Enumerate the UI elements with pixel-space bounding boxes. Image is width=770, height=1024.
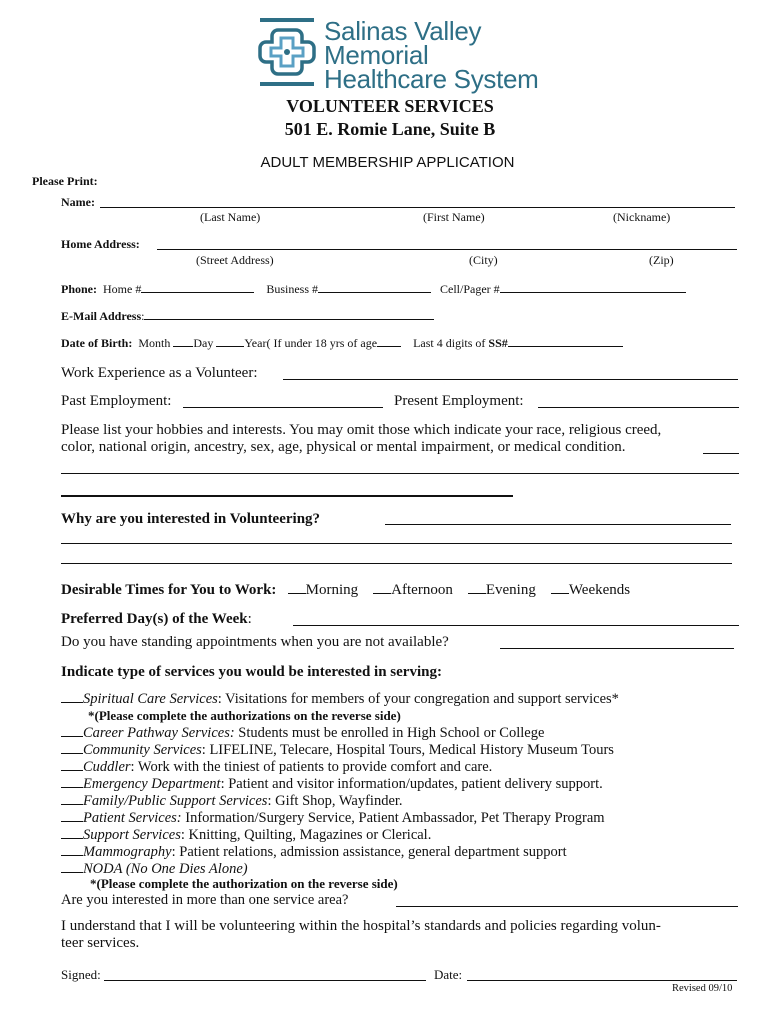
evening-label: Evening [485, 582, 536, 598]
page-title: VOLUNTEER SERVICES [286, 96, 494, 116]
email-field[interactable] [144, 307, 434, 320]
phone-row [61, 280, 686, 297]
desirable-times-label: Desirable Times for You to Work: [61, 582, 277, 598]
month-label: Month [138, 336, 171, 350]
logo-mark-icon [256, 16, 318, 88]
morning-checkbox[interactable] [288, 581, 306, 594]
service-name: Emergency Department [83, 776, 221, 792]
ss-last4-label: Last 4 digits of [413, 336, 486, 350]
home-address-field[interactable] [157, 249, 737, 250]
service-checkbox[interactable] [61, 860, 83, 873]
home-phone-field[interactable] [141, 280, 254, 293]
business-phone-field[interactable] [318, 280, 431, 293]
cell-phone-field[interactable] [500, 280, 686, 293]
standing-appointments-field[interactable] [500, 648, 734, 649]
preferred-days-row [61, 611, 252, 628]
preferred-days-field[interactable] [293, 625, 739, 626]
ss-field[interactable] [508, 334, 623, 347]
email-colon: : [141, 309, 145, 323]
past-employment-field[interactable] [183, 407, 383, 408]
service-checkbox[interactable] [61, 809, 83, 822]
service-checkbox[interactable] [61, 741, 83, 754]
year-field[interactable] [377, 334, 401, 347]
home-address-label: Home Address: [61, 237, 140, 251]
street-address-caption: (Street Address) [196, 253, 274, 267]
cell-phone-label: Cell/Pager # [440, 282, 500, 296]
service-option-support[interactable] [61, 826, 431, 844]
service-description: Information/Surgery Service, Patient Ambassador, Pet Therapy Program [181, 810, 605, 826]
morning-label: Morning [305, 582, 359, 598]
business-phone-label: Business # [266, 282, 319, 296]
form-title: ADULT MEMBERSHIP APPLICATION [260, 154, 515, 171]
work-experience-field[interactable] [283, 379, 738, 380]
service-name: Career Pathway Services: [83, 725, 235, 741]
hobbies-instructions-line2: color, national origin, ancestry, sex, age, physical or mental impairment, or medical condition. [61, 439, 626, 455]
present-employment-label: Present Employment: [394, 393, 524, 409]
org-name-line3: Healthcare System [324, 64, 539, 94]
service-description: : Knitting, Quilting, Magazines or Clerical. [180, 827, 432, 843]
service-option-patient[interactable] [61, 809, 605, 827]
weekends-checkbox[interactable] [551, 581, 569, 594]
hobbies-field-3[interactable] [61, 495, 513, 497]
service-name: Patient Services: [83, 810, 182, 826]
service-option-spiritual-care[interactable] [61, 690, 619, 708]
understand-statement-line1: I understand that I will be volunteering within the hospital’s standards and policies regarding volun- [61, 918, 661, 934]
service-option-mammography[interactable] [61, 843, 567, 861]
why-interested-field-1[interactable] [385, 524, 731, 525]
why-interested-label: Why are you interested in Volunteering? [61, 511, 321, 527]
evening-checkbox[interactable] [468, 581, 486, 594]
hobbies-field-2[interactable] [61, 473, 739, 474]
work-experience-label: Work Experience as a Volunteer: [61, 365, 258, 381]
phone-label: Phone: [61, 282, 97, 296]
understand-statement-line2: teer services. [61, 935, 140, 951]
service-checkbox[interactable] [61, 792, 83, 805]
service-checkbox[interactable] [61, 843, 83, 856]
service-name: Community Services [83, 742, 202, 758]
date-field[interactable] [467, 980, 737, 981]
service-description: : Work with the tiniest of patients to provide comfort and care. [130, 759, 493, 775]
year-label: Year( If under 18 yrs of age [244, 336, 378, 350]
name-field[interactable] [100, 207, 735, 208]
hobbies-field-1[interactable] [703, 453, 739, 454]
ss-label: SS# [488, 336, 508, 350]
desirable-times-row [61, 581, 630, 599]
indicate-services-heading: Indicate type of services you would be interested in serving: [61, 664, 442, 680]
service-checkbox[interactable] [61, 724, 83, 737]
date-label: Date: [434, 967, 463, 982]
authorization-note-1: *(Please complete the authorizations on the reverse side) [88, 708, 401, 723]
preferred-days-colon: : [247, 611, 252, 627]
service-option-emergency[interactable] [61, 775, 603, 793]
afternoon-checkbox[interactable] [373, 581, 391, 594]
signed-label: Signed: [61, 967, 101, 982]
why-interested-field-2[interactable] [61, 543, 732, 544]
service-description: Students must be enrolled in High School or College [234, 725, 545, 741]
afternoon-label: Afternoon [391, 582, 453, 598]
logo [256, 16, 546, 92]
authorization-note-2: *(Please complete the authorization on the reverse side) [90, 876, 398, 891]
email-row [61, 307, 434, 324]
home-phone-label: Home # [103, 282, 142, 296]
email-label: E-Mail Address [61, 309, 142, 323]
nickname-caption: (Nickname) [613, 210, 671, 224]
zip-caption: (Zip) [649, 253, 674, 267]
present-employment-field[interactable] [538, 407, 739, 408]
service-option-career-pathway[interactable] [61, 724, 544, 742]
service-name: Spiritual Care Services [83, 691, 218, 707]
preferred-days-label: Preferred Day(s) of the Week [61, 611, 248, 627]
service-description: : Gift Shop, Wayfinder. [267, 793, 403, 809]
more-than-one-field[interactable] [396, 906, 738, 907]
service-checkbox[interactable] [61, 826, 83, 839]
day-label: Day [193, 336, 214, 350]
service-checkbox[interactable] [61, 690, 83, 703]
signature-field[interactable] [104, 980, 426, 981]
hobbies-instructions-line1: Please list your hobbies and interests. You may omit those which indicate your race, religious creed, [61, 422, 662, 438]
service-description: : Patient and visitor information/updates, patient delivery support. [220, 776, 603, 792]
past-employment-label: Past Employment: [61, 393, 172, 409]
service-checkbox[interactable] [61, 758, 83, 771]
service-name: Family/Public Support Services [83, 793, 268, 809]
name-label: Name: [61, 195, 95, 209]
service-option-community[interactable] [61, 741, 614, 759]
revision-note: Revised 09/10 [672, 983, 733, 994]
service-description: : Visitations for members of your congregation and support services* [217, 691, 619, 707]
first-name-caption: (First Name) [423, 210, 485, 224]
standing-appointments-label: Do you have standing appointments when you are not available? [61, 634, 449, 650]
page-address: 501 E. Romie Lane, Suite B [284, 119, 496, 139]
service-name: Mammography [83, 844, 172, 860]
city-caption: (City) [469, 253, 498, 267]
service-checkbox[interactable] [61, 775, 83, 788]
dob-row [61, 334, 623, 351]
service-description: : LIFELINE, Telecare, Hospital Tours, Medical History Museum Tours [201, 742, 614, 758]
last-name-caption: (Last Name) [200, 210, 261, 224]
day-field[interactable] [216, 334, 244, 347]
month-field[interactable] [173, 334, 193, 347]
service-name: Support Services [83, 827, 181, 843]
service-option-cuddler[interactable] [61, 758, 492, 776]
service-name: Cuddler [83, 759, 131, 775]
org-name-line1: Salinas Valley [324, 16, 482, 46]
org-name-line2: Memorial [324, 40, 429, 70]
service-option-family-public[interactable] [61, 792, 403, 810]
service-description: : Patient relations, admission assistance, general department support [171, 844, 567, 860]
why-interested-field-3[interactable] [61, 563, 732, 564]
please-print-label: Please Print: [32, 174, 98, 188]
weekends-label: Weekends [568, 582, 631, 598]
service-name: NODA (No One Dies Alone) [83, 861, 248, 877]
more-than-one-label: Are you interested in more than one service area? [61, 892, 349, 908]
dob-label: Date of Birth: [61, 336, 133, 350]
